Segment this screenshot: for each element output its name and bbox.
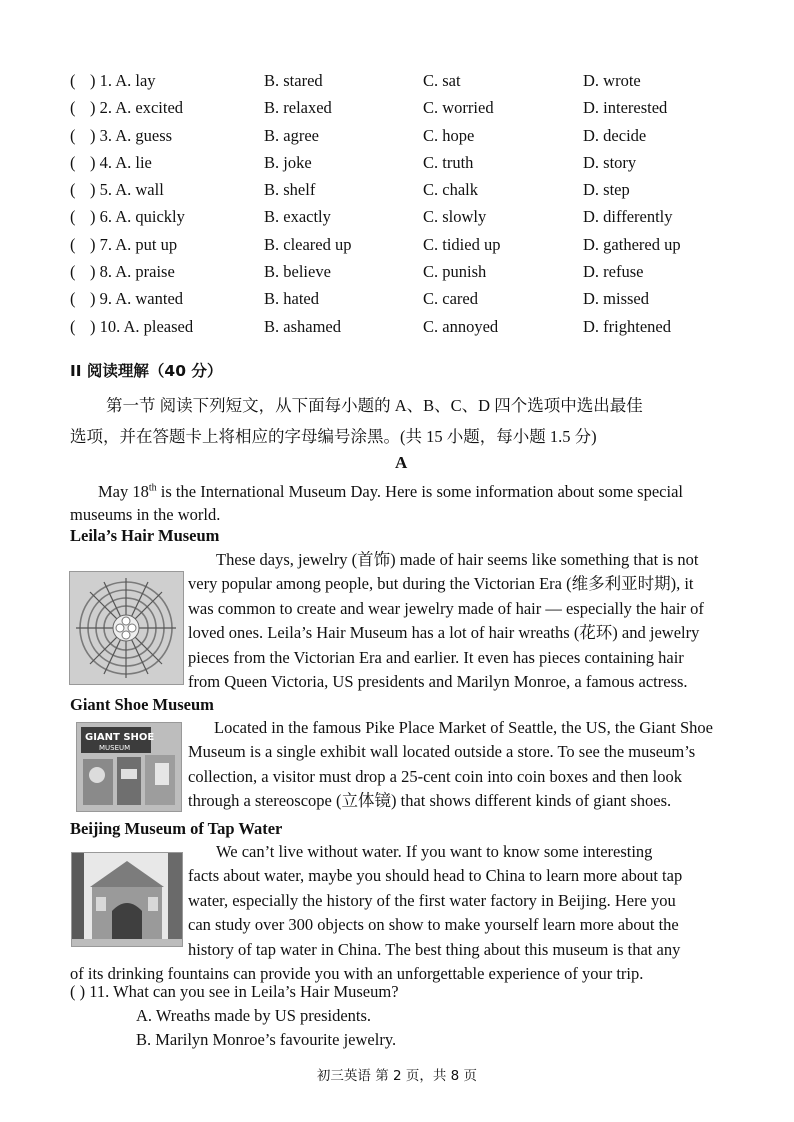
answer-paren: ( <box>70 207 76 227</box>
answer-paren: ( <box>70 125 76 145</box>
choice-row <box>70 152 760 179</box>
paragraph-line: very popular among people, but during the Victorian Era (维多利亚时期), it <box>188 574 694 594</box>
option-b: B. exactly <box>264 207 331 227</box>
option-c: C. cared <box>423 289 478 309</box>
option-d: D. wrote <box>583 71 641 90</box>
paragraph-line: facts about water, maybe you should head to China to learn more about tap <box>188 866 683 886</box>
option-b: B. hated <box>264 289 319 309</box>
shoe-paragraph <box>188 716 718 814</box>
answer-paren: ( <box>70 234 76 254</box>
passage-letter: A <box>395 453 408 472</box>
answer-paren: ( <box>70 180 76 200</box>
option-a: ) 9. A. wanted <box>90 289 184 309</box>
option-d: D. differently <box>583 207 673 227</box>
paragraph-line: through a stereoscope (立体镜) that shows different kinds of giant shoes. <box>188 791 672 811</box>
paragraph-line: water, especially the history of the first water factory in Beijing. Here you <box>188 890 676 910</box>
answer-paren: ( <box>70 98 76 118</box>
choice-row <box>70 97 760 124</box>
leila-paragraph <box>188 548 716 694</box>
hair-wreath-photo <box>69 571 184 685</box>
option-d: D. missed <box>583 289 649 309</box>
option-b: B. believe <box>264 262 331 282</box>
shoe-sign-sub: MUSEUM <box>99 744 131 752</box>
option-a: ) 1. A. lay <box>90 71 156 90</box>
option-c: C. punish <box>423 262 487 282</box>
choice-row <box>70 125 760 152</box>
paragraph-line: pieces from the Victorian Era and earlier. It even has pieces containing hair <box>188 647 684 667</box>
intro-text-a: May 18 <box>98 482 149 501</box>
choice-row <box>70 234 760 261</box>
answer-paren: ( <box>70 152 76 172</box>
question-option-b: B. Marilyn Monroe’s favourite jewelry. <box>136 1030 397 1049</box>
intro-superscript: th <box>148 482 157 494</box>
passage-intro <box>70 480 718 526</box>
water-heading: Beijing Museum of Tap Water <box>70 819 283 838</box>
question-option-a: A. Wreaths made by US presidents. <box>136 1006 372 1025</box>
option-d: D. interested <box>583 98 668 118</box>
intro-text-b: is the International Museum Day. Here is some information about some special <box>156 482 683 501</box>
choice-row <box>70 70 760 97</box>
choice-row <box>70 288 760 315</box>
section-title: II 阅读理解（40 分） <box>70 362 223 380</box>
paragraph-line: collection, a visitor must drop a 25-cent coin into coin boxes and then look <box>188 766 682 786</box>
paragraph-line: We can’t live without water. If you want to know some interesting <box>216 842 653 861</box>
paragraph-line: loved ones. Leila’s Hair Museum has a lot of hair wreaths (花环) and jewelry <box>188 623 700 643</box>
paragraph-line: Museum is a single exhibit wall located outside a store. To see the museum’s <box>188 742 696 762</box>
paragraph-line: can study over 300 objects on show to make yourself learn more about the <box>188 915 679 935</box>
option-c: C. sat <box>423 71 461 90</box>
option-a: ) 3. A. guess <box>90 125 173 145</box>
answer-paren: ( <box>70 71 76 90</box>
option-d: D. story <box>583 152 637 172</box>
paragraph-line: These days, jewelry (首饰) made of hair seems like something that is not <box>216 550 699 569</box>
option-c: C. hope <box>423 125 475 145</box>
answer-paren: ( <box>70 316 76 336</box>
cloze-choices-table <box>70 70 760 343</box>
option-a: ) 6. A. quickly <box>90 207 185 227</box>
option-c: C. truth <box>423 152 474 172</box>
shoe-heading: Giant Shoe Museum <box>70 695 214 714</box>
option-d: D. decide <box>583 125 647 145</box>
option-b: B. shelf <box>264 180 316 200</box>
choice-row <box>70 261 760 288</box>
option-b: B. joke <box>264 152 312 172</box>
option-d: D. refuse <box>583 262 644 282</box>
shoe-sign-text: GIANT SHOE <box>85 732 155 743</box>
paragraph-line: of its drinking fountains can provide you with an unforgettable experience of your trip. <box>70 964 644 984</box>
option-a: ) 2. A. excited <box>90 98 184 118</box>
leila-heading: Leila’s Hair Museum <box>70 526 220 545</box>
option-a: ) 8. A. praise <box>90 262 175 282</box>
option-b: B. agree <box>264 125 319 145</box>
option-b: B. cleared up <box>264 234 352 254</box>
option-c: C. worried <box>423 98 494 118</box>
option-b: B. relaxed <box>264 98 332 118</box>
paragraph-line: from Queen Victoria, US presidents and Marilyn Monroe, a famous actress. <box>188 672 688 692</box>
option-a: ) 10. A. pleased <box>90 316 194 336</box>
option-c: C. annoyed <box>423 316 499 336</box>
water-paragraph <box>70 840 718 986</box>
option-c: C. tidied up <box>423 234 501 254</box>
option-d: D. step <box>583 180 630 200</box>
option-a: ) 5. A. wall <box>90 180 164 200</box>
option-a: ) 7. A. put up <box>90 234 178 254</box>
instruction-line-1: 第一节 阅读下列短文，从下面每小题的 A、B、C、D 四个选项中选出最佳 <box>106 396 643 415</box>
option-d: D. gathered up <box>583 234 681 254</box>
choice-row <box>70 179 760 206</box>
option-b: B. ashamed <box>264 316 341 336</box>
giant-shoe-museum-photo <box>76 722 182 812</box>
paragraph-line: history of tap water in China. The best thing about this museum is that any <box>188 939 681 959</box>
answer-paren: ( <box>70 262 76 282</box>
option-c: C. slowly <box>423 207 487 227</box>
option-c: C. chalk <box>423 180 478 200</box>
answer-paren: ( <box>70 289 76 309</box>
choice-row <box>70 206 760 233</box>
section-instructions <box>70 390 720 452</box>
paragraph-line: Located in the famous Pike Place Market of Seattle, the US, the Giant Shoe <box>214 718 713 737</box>
paragraph-line: was common to create and wear jewelry made of hair — especially the hair of <box>188 598 704 618</box>
option-b: B. stared <box>264 71 323 90</box>
option-d: D. frightened <box>583 316 671 336</box>
option-a: ) 4. A. lie <box>90 152 152 172</box>
question-11 <box>70 980 720 1052</box>
intro-line-2: museums in the world. <box>70 505 221 524</box>
choice-row <box>70 316 760 343</box>
page-footer: 初三英语 第 2 页，共 8 页 <box>316 1068 478 1084</box>
instruction-line-2: 选项，并在答题卡上将相应的字母编号涂黑。(共 15 小题，每小题 1.5 分) <box>70 427 597 446</box>
question-stem: ( ) 11. What can you see in Leila’s Hair Museum? <box>70 982 399 1001</box>
